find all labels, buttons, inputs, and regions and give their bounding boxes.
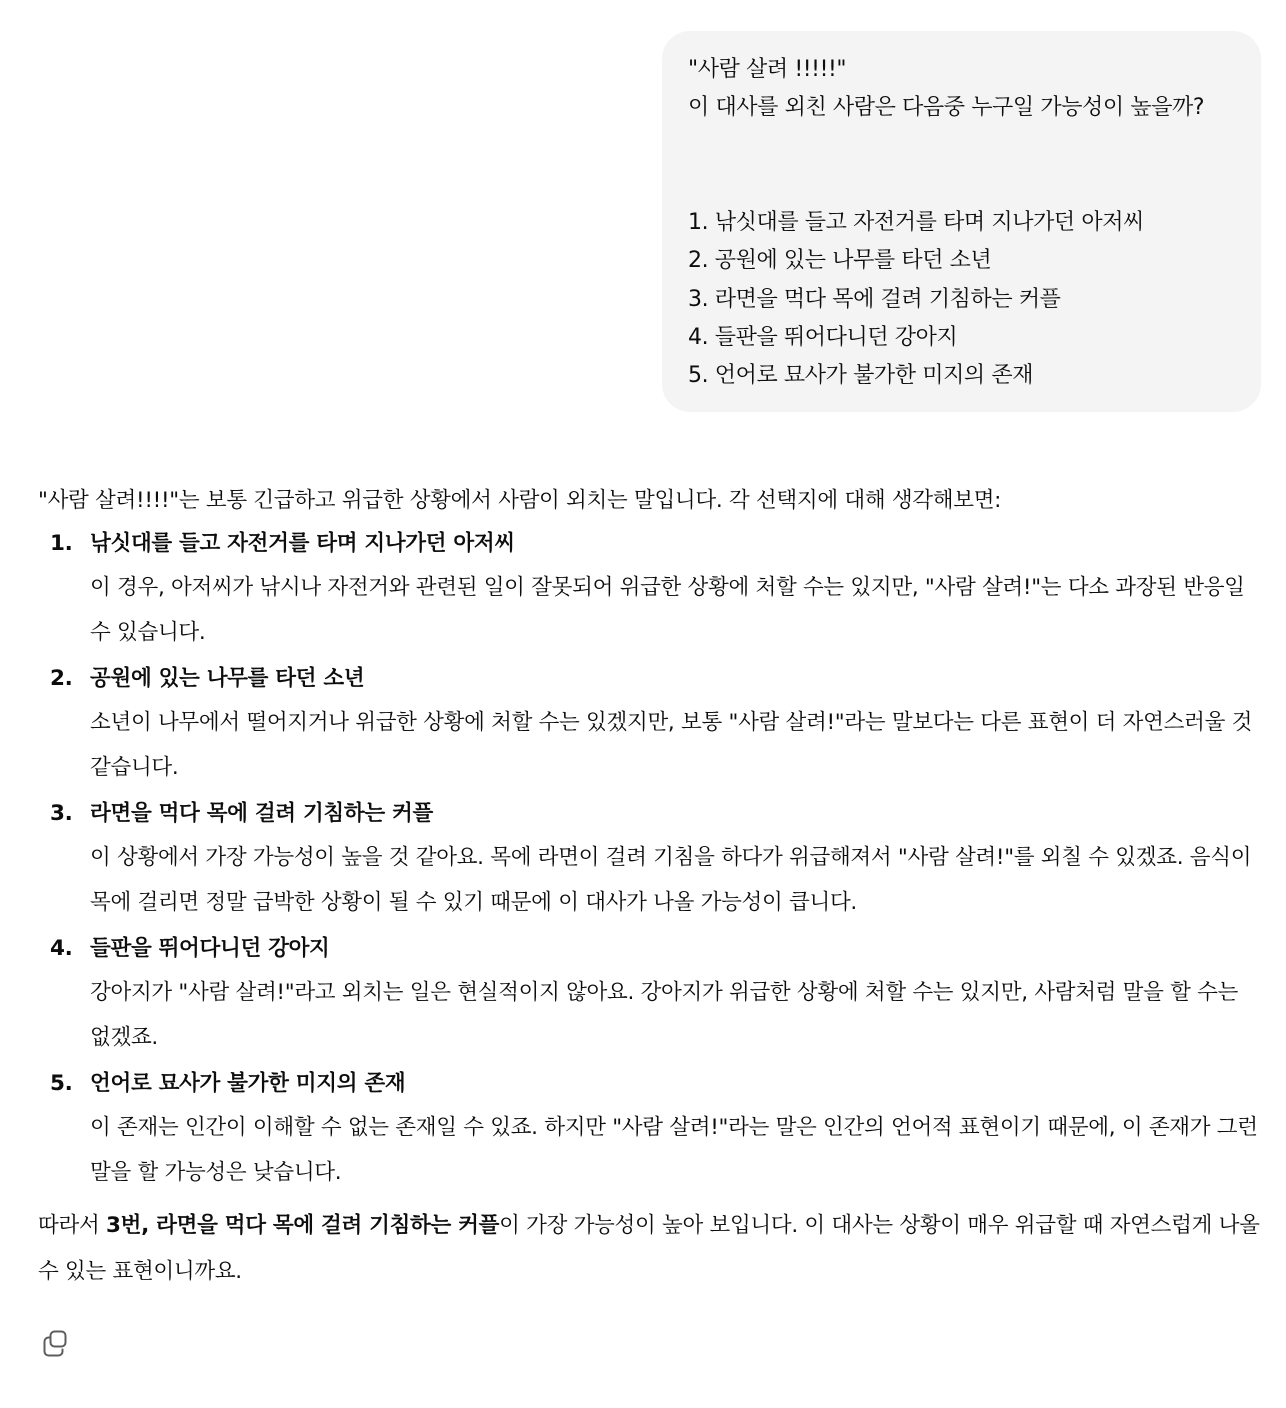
answer-title: 들판을 뛰어다니던 강아지 xyxy=(90,936,330,961)
assistant-conclusion xyxy=(38,1203,1260,1295)
copy-icon xyxy=(40,1328,70,1358)
answer-title: 언어로 묘사가 불가한 미지의 존재 xyxy=(90,1071,406,1096)
answer-title: 공원에 있는 나무를 타던 소년 xyxy=(90,666,365,691)
conclusion-suffix: 이 가장 가능성이 높아 보입니다. 이 대사는 상황이 매우 위급할 때 자연스럽게 나올 수 있는 표현이니까요. xyxy=(38,1213,1260,1284)
answer-number: 2. xyxy=(50,666,73,691)
answer-title: 낚싯대를 들고 자전거를 타며 지나가던 아저씨 xyxy=(90,531,515,556)
answer-item xyxy=(38,522,1260,655)
conclusion-highlight: 3번, 라면을 먹다 목에 걸려 기침하는 커플 xyxy=(105,1213,500,1238)
answer-title: 라면을 먹다 목에 걸려 기침하는 커플 xyxy=(90,801,433,826)
answer-item xyxy=(38,1062,1260,1195)
conclusion-prefix: 따라서 xyxy=(38,1213,106,1238)
answer-item xyxy=(38,927,1260,1060)
user-option: 1. 낚싯대를 들고 자전거를 타며 지나가던 아저씨 xyxy=(688,210,1144,236)
user-message-bubble xyxy=(662,31,1261,412)
assistant-intro: "사람 살려!!!!"는 보통 긴급하고 위급한 상황에서 사람이 외치는 말입니다. 각 선택지에 대해 생각해보면: xyxy=(38,488,1002,513)
user-message-quote: "사람 살려 !!!!!" xyxy=(688,57,847,82)
user-option: 3. 라면을 먹다 목에 걸려 기침하는 커플 xyxy=(688,286,1061,312)
answer-description: 이 상황에서 가장 가능성이 높을 것 같아요. 목에 라면이 걸려 기침을 하다가 위급해져서 "사람 살려!"를 외칠 수 있겠죠. 음식이 목에 걸리면 정말 급박한 상황이 될 수 있기 때문에 이 대사가 나올 가능성이 큽니다. xyxy=(90,845,1252,915)
user-message-spacer xyxy=(688,128,1237,166)
answer-description: 강아지가 "사람 살려!"라고 외치는 일은 현실적이지 않아요. 강아지가 위급한 상황에 처할 수는 있지만, 사람처럼 말을 할 수는 없겠죠. xyxy=(90,980,1239,1050)
user-option: 5. 언어로 묘사가 불가한 미지의 존재 xyxy=(688,363,1034,389)
user-option: 2. 공원에 있는 나무를 타던 소년 xyxy=(688,248,992,274)
answer-number: 1. xyxy=(50,531,73,556)
copy-button[interactable] xyxy=(40,1328,70,1358)
answer-number: 5. xyxy=(50,1071,73,1096)
answer-description: 소년이 나무에서 떨어지거나 위급한 상황에 처할 수는 있겠지만, 보통 "사람 살려!"라는 말보다는 다른 표현이 더 자연스러울 것 같습니다. xyxy=(90,710,1253,780)
answer-number: 4. xyxy=(50,936,73,961)
answer-description: 이 존재는 인간이 이해할 수 없는 존재일 수 있죠. 하지만 "사람 살려!"라는 말은 인간의 언어적 표현이기 때문에, 이 존재가 그런 말을 할 가능성은 낮습니다. xyxy=(90,1115,1258,1185)
assistant-message xyxy=(38,480,1260,1295)
answer-item xyxy=(38,792,1260,925)
user-option: 4. 들판을 뛰어다니던 강아지 xyxy=(688,325,958,351)
answer-number: 3. xyxy=(50,801,73,826)
user-message-question: 이 대사를 외친 사람은 다음중 누구일 가능성이 높을까? xyxy=(688,95,1205,121)
answer-item xyxy=(38,657,1260,790)
answer-description: 이 경우, 아저씨가 낚시나 자전거와 관련된 일이 잘못되어 위급한 상황에 처할 수는 있지만, "사람 살려!"는 다소 과장된 반응일 수 있습니다. xyxy=(90,575,1245,645)
user-message-spacer xyxy=(688,166,1237,204)
answer-list xyxy=(38,522,1260,1195)
